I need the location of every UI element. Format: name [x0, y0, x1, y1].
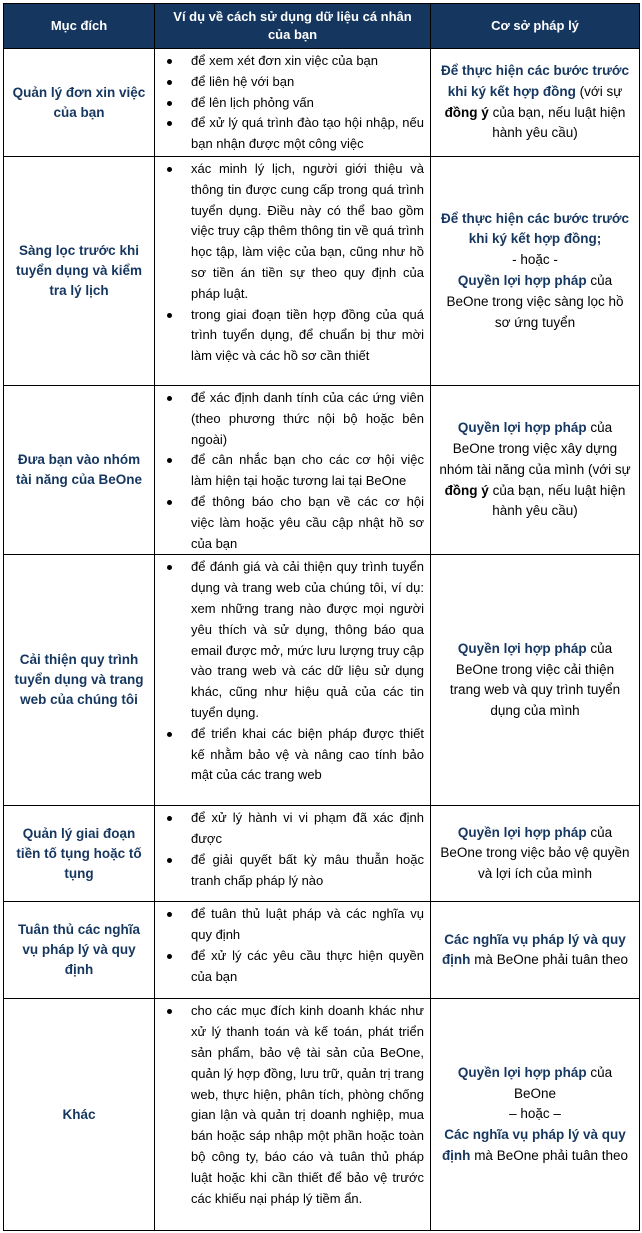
table-row [4, 49, 640, 157]
or-separator: - hoặc - [512, 252, 558, 268]
table-row [4, 386, 640, 555]
examples-cell [155, 157, 431, 386]
basis-text: mà BeOne phải tuân theo [470, 1148, 629, 1164]
purpose-cell: Tuân thủ các nghĩa vụ pháp lý và quy định [4, 902, 155, 999]
purpose-cell: Khác [4, 999, 155, 1231]
list-item: để thông báo cho bạn về các cơ hội việc làm hoặc yêu cầu cập nhật hồ sơ của bạn [163, 492, 424, 554]
examples-cell [155, 806, 431, 902]
basis-paragraph [439, 1125, 631, 1167]
consent-term: đồng ý [444, 104, 489, 120]
basis-paragraph [439, 823, 631, 885]
legal-basis-table [3, 3, 640, 1231]
basis-paragraph [439, 61, 631, 144]
basis-text: của BeOne trong việc cải thiện trang web và quy trình tuyển dụng của mình [449, 640, 621, 719]
basis-text: của BeOne [513, 1064, 613, 1101]
list-item: để tuân thủ luật pháp và các nghĩa vụ quy định [163, 904, 424, 946]
legal-basis-cell [431, 49, 640, 157]
table-header-row [4, 4, 640, 49]
examples-cell [155, 555, 431, 806]
purpose-cell: Cải thiện quy trình tuyển dụng và trang web của chúng tôi [4, 555, 155, 806]
table-row [4, 902, 640, 999]
basis-text: của bạn, nếu luật hiện hành yêu cầu) [488, 104, 626, 141]
basis-text: (với sự [575, 83, 623, 99]
list-item: để giải quyết bất kỳ mâu thuẫn hoặc tranh chấp pháp lý nào [163, 850, 424, 892]
list-item: xác minh lý lịch, người giới thiệu và thông tin được cung cấp trong quá trình tuyển dụng. Điều này có thể bao gồm việc truy cập thêm thông tin về quá trình học tập, làm việc của bạn, cũng như hồ sơ tiền án tiền sự theo quy định của pháp luật. [163, 159, 424, 305]
list-item: để lên lịch phỏng vấn [163, 93, 424, 114]
examples-cell [155, 49, 431, 157]
examples-cell [155, 386, 431, 555]
purpose-cell: Quản lý giai đoạn tiền tố tụng hoặc tố tụng [4, 806, 155, 902]
consent-term: đồng ý [444, 482, 489, 498]
list-item: trong giai đoạn tiền hợp đồng của quá trình tuyển dụng, để chuẩn bị thư mời làm việc và các hồ sơ cần thiết [163, 305, 424, 367]
basis-paragraph [439, 209, 631, 251]
basis-term: Để thực hiện các bước trước khi ký kết hợp đồng [440, 62, 630, 99]
basis-paragraph [439, 1063, 631, 1105]
header-legal-basis: Cơ sở pháp lý [431, 4, 640, 49]
basis-term: Để thực hiện các bước trước khi ký kết hợp đồng; [440, 210, 630, 247]
basis-term: Các nghĩa vụ pháp lý và quy định [441, 1127, 626, 1164]
table-row [4, 999, 640, 1231]
legal-basis-cell [431, 555, 640, 806]
table-row [4, 555, 640, 806]
legal-basis-cell [431, 157, 640, 386]
basis-term: Quyền lợi hợp pháp [457, 1064, 587, 1080]
basis-paragraph [439, 639, 631, 722]
list-item: để xem xét đơn xin việc của bạn [163, 51, 424, 72]
basis-paragraph [439, 271, 631, 333]
header-purpose: Mục đích [4, 4, 155, 49]
or-separator: – hoặc – [509, 1106, 561, 1122]
basis-text: của BeOne trong việc sàng lọc hồ sơ ứng tuyển [446, 273, 624, 330]
basis-text: của BeOne trong việc xây dựng nhóm tài năng của mình (với sự [439, 420, 631, 477]
list-item: để xử lý các yêu cầu thực hiện quyền của bạn [163, 946, 424, 988]
purpose-cell: Sàng lọc trước khi tuyển dụng và kiểm tra lý lịch [4, 157, 155, 386]
basis-term: Các nghĩa vụ pháp lý và quy định [441, 931, 626, 968]
examples-cell [155, 902, 431, 999]
legal-basis-cell [431, 386, 640, 555]
examples-cell [155, 999, 431, 1231]
basis-paragraph [439, 418, 631, 522]
list-item: để xử lý quá trình đào tạo hội nhập, nếu bạn nhận được một công việc [163, 113, 424, 155]
basis-paragraph [439, 930, 631, 972]
basis-text: mà BeOne phải tuân theo [470, 952, 629, 968]
basis-text: của bạn, nếu luật hiện hành yêu cầu) [488, 482, 626, 519]
list-item: để cân nhắc bạn cho các cơ hội việc làm hiện tại hoặc tương lai tại BeOne [163, 450, 424, 492]
list-item: để triển khai các biện pháp được thiết kế nhằm bảo vệ và nâng cao tính bảo mật của các trang web [163, 724, 424, 786]
list-item: để xác định danh tính của các ứng viên (theo phương thức nội bộ hoặc bên ngoài) [163, 388, 424, 450]
basis-term: Quyền lợi hợp pháp [457, 420, 587, 436]
table-row [4, 806, 640, 902]
purpose-cell: Đưa bạn vào nhóm tài năng của BeOne [4, 386, 155, 555]
legal-basis-cell [431, 806, 640, 902]
header-examples: Ví dụ về cách sử dụng dữ liệu cá nhân của bạn [155, 4, 431, 49]
basis-term: Quyền lợi hợp pháp [457, 640, 587, 656]
list-item: cho các mục đích kinh doanh khác như xử lý thanh toán và kế toán, phát triển sản phẩm, bảo vệ tài sản của BeOne, quản lý hợp đồng, lưu trữ, quản trị trang web, thực hiện, phân tích, phòng chống gian lận và quản trị doanh nghiệp, mua bán hoặc sáp nhập một phần hoặc toàn bộ công ty, báo cáo và tuân thủ pháp luật hoặc khi cần thiết để bảo vệ trước các khiếu nại pháp lý tiềm ẩn. [163, 1001, 424, 1209]
list-item: để liên hệ với bạn [163, 72, 424, 93]
purpose-cell: Quản lý đơn xin việc của bạn [4, 49, 155, 157]
table-row [4, 157, 640, 386]
legal-basis-cell [431, 999, 640, 1231]
legal-basis-cell [431, 902, 640, 999]
list-item: để xử lý hành vi vi phạm đã xác định được [163, 808, 424, 850]
list-item: để đánh giá và cải thiện quy trình tuyển dụng và trang web của chúng tôi, ví dụ: xem những trang nào được mọi người yêu thích và sử dụng, thông báo qua email được mở, mức lưu lượng truy cập vào trang web và các dữ liệu sử dụng khác, cũng như hiệu quả của các tin tuyển dụng. [163, 557, 424, 723]
basis-text: của BeOne trong việc bảo vệ quyền và lợi ích của mình [440, 824, 630, 882]
basis-term: Quyền lợi hợp pháp [457, 273, 587, 288]
basis-term: Quyền lợi hợp pháp [457, 824, 587, 840]
